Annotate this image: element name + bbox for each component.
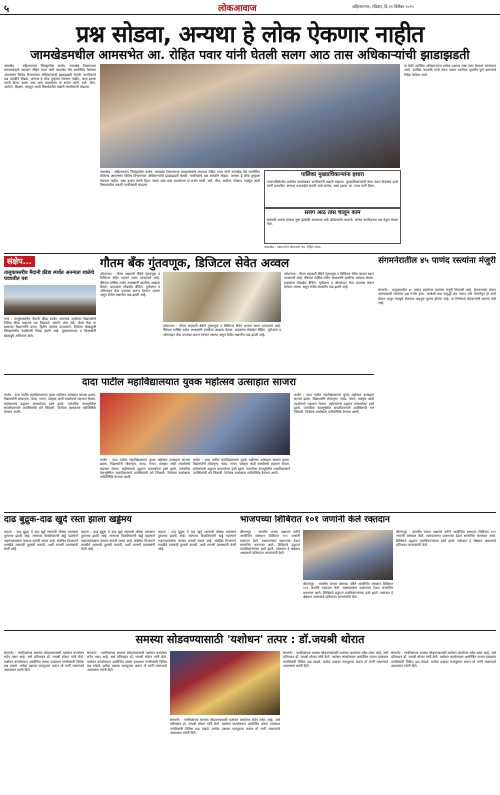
lead-banner-headline: प्रश्न सोडवा, अन्यथा हे लोक ऐकणार नाहीत (76, 22, 424, 48)
youth-festival-body-2: कर्जत : दादा पाटील महाविद्यालयात युवक महोत्सव उत्साहात साजरा झाला. विद्यार्थ्यांनी लोकनृत्य, नाट्य, गायन, वक्तृत्व आदी स्पर्धांमध्ये सहभाग घेतला. महोत्सवाचे उद्घाटन प्राचार्यांच्या हस्ते झाले. पारंपरिक वेशभूषेतील सादरीकरणाने उपस्थितांची मने जिंकली. विजेत्या स्पर्धकांना पारितोषिके देण्यात आली. (100, 458, 190, 479)
dateline: अहिल्यानगर, रविवार, दि.२१ डिसेंबर २०२५ (352, 4, 414, 9)
sankshipt-tag: संक्षेप... (4, 256, 35, 267)
sangamner-body: संगमनेर : तालुक्यातील ४५ पाणंद रस्त्यांच्या कामांना मंजुरी मिळाली आहे. शेतकऱ्यांना शेतात जाण्यासाठी रस्त्यांचा प्रश्न गंभीर होता. मातोश्री ग्राम समृद्धी शेत पाणंद रस्ते योजनेतून ही कामे होणार असून त्यामुळे शेतमाल वाहतूक सुलभ होणार आहे. या निर्णयाचे शेतकऱ्यांनी स्वागत केले आहे. (378, 288, 496, 305)
divider (4, 512, 496, 513)
thorat-body-3: संगमनेर : नागरिकांच्या समस्या सोडवण्यासाठी यशोधन कार्यालय सदैव तत्पर आहे, असे प्रतिपादन डॉ. जयश्री थोरात यांनी केले. यशोधन कार्यालयात आयोजित जनता दरबारात नागरिकांनी विविध प्रश्न मांडले. प्रत्येक प्रश्नाचा पाठपुरावा करून तो मार्गी लावण्याचे आश्वासन त्यांनी दिले. (170, 718, 280, 735)
youth-festival-headline: दादा पाटील महाविद्यालयात युवक महोत्सव उत्साहात साजरा (82, 377, 296, 388)
dadh-road-body-2: राहाता : दाढ बुद्रुक ते दाढ खुर्द रस्त्याची मोठ्या प्रमाणात दुरवस्था झाली आहे. रस्त्यावर ठिकठिकाणी खड्डे पडल्याने वाहनचालकांना कसरत करावी लागत आहे. संबंधित विभागाने तातडीने रस्त्याची दुरुस्ती करावी, अशी मागणी ग्रामस्थांनी केली आहे. (81, 530, 155, 551)
thorat-body-5: संगमनेर : नागरिकांच्या समस्या सोडवण्यासाठी यशोधन कार्यालय सदैव तत्पर आहे, असे प्रतिपादन डॉ. जयश्री थोरात यांनी केले. यशोधन कार्यालयात आयोजित जनता दरबारात नागरिकांनी विविध प्रश्न मांडले. प्रत्येक प्रश्नाचा पाठपुरावा करून तो मार्गी लावण्याचे आश्वासन त्यांनी दिले. (391, 651, 496, 668)
blood-camp-body-3: श्रीरामपूर : भारतीय जनता पक्षाच्या वतीने आयोजित रक्तदान शिबिरात १०१ जणांनी रक्तदान केले. रक्तदात्यांना प्रमाणपत्र देऊन सन्मानित करण्यात आले. शिबिराचे उद्घाटन पदाधिकाऱ्यांच्या हस्ते झाले. रक्तदान हे श्रेष्ठदान असल्याचे प्रतिपादन मान्यवरांनी केले. (396, 530, 496, 547)
masthead: लोकआवाज (218, 4, 257, 14)
youth-festival-body-1: कर्जत : दादा पाटील महाविद्यालयात युवक महोत्सव उत्साहात साजरा झाला. विद्यार्थ्यांनी लोकनृत्य, नाट्य, गायन, वक्तृत्व आदी स्पर्धांमध्ये सहभाग घेतला. महोत्सवाचे उद्घाटन प्राचार्यांच्या हस्ते झाले. पारंपरिक वेशभूषेतील सादरीकरणाने उपस्थितांची मने जिंकली. विजेत्या स्पर्धकांना पारितोषिके देण्यात आली. (4, 393, 96, 414)
page-number: ५ (4, 4, 10, 15)
thorat-body-1: संगमनेर : नागरिकांच्या समस्या सोडवण्यासाठी यशोधन कार्यालय सदैव तत्पर आहे, असे प्रतिपादन डॉ. जयश्री थोरात यांनी केले. यशोधन कार्यालयात आयोजित जनता दरबारात नागरिकांनी विविध प्रश्न मांडले. प्रत्येक प्रश्नाचा पाठपुरावा करून तो मार्गी लावण्याचे आश्वासन त्यांनी दिले. (4, 651, 84, 672)
blood-camp-headline: भाजपच्या शिबिरात १०१ जणांनी केले रक्तदान (240, 515, 390, 525)
lead-body-center: जामखेड : अहिल्यानगर जिल्ह्यातील कर्जत, जामखेड विधानसभा मतदारसंघाचे आमदार रोहित पवार यांनी जामखेड येथे आयोजित केलेल्या आमसभेत विविध विभागांच्या अधिकाऱ्यांची झाडाझडती घेतली. नागरिकांचे प्रश्न तातडीने सोडवा, अन्यथा हे लोक तुम्हाला ऐकणार नाहीत, असा इशारा त्यांनी दिला. सलग आठ तास चाललेल्या या सभेत पाणी, रस्ते, वीज, आरोग्य, शिक्षण, महसूल आदी विषयांवरील तक्रारी नागरिकांनी मांडल्या. (100, 170, 260, 187)
blood-camp-body-1: श्रीरामपूर : भारतीय जनता पक्षाच्या वतीने आयोजित रक्तदान शिबिरात १०१ जणांनी रक्तदान केले. रक्तदात्यांना प्रमाणपत्र देऊन सन्मानित करण्यात आले. शिबिराचे उद्घाटन पदाधिकाऱ्यांच्या हस्ते झाले. रक्तदान हे श्रेष्ठदान असल्याचे प्रतिपादन मान्यवरांनी केले. (240, 530, 300, 556)
thorat-photo (170, 651, 280, 715)
divider (4, 253, 496, 254)
lead-box-1-body: नगरपालिकेतील प्रलंबित कामांबाबत नागरिकांनी तक्रारी मांडल्या. मुख्याधिकाऱ्यांनी येत्या पंधरा दिवसांत कामे मार्गी लावावीत, अन्यथा कारवाईस सामोरे जावे लागेल, असा इशारा आ. पवार यांनी दिला. (267, 179, 398, 189)
lead-box-2-title: सलग आठ तास चालून काम (304, 210, 361, 216)
youth-festival-body-3: कर्जत : दादा पाटील महाविद्यालयात युवक महोत्सव उत्साहात साजरा झाला. विद्यार्थ्यांनी लोकनृत्य, नाट्य, गायन, वक्तृत्व आदी स्पर्धांमध्ये सहभाग घेतला. महोत्सवाचे उद्घाटन प्राचार्यांच्या हस्ते झाले. पारंपरिक वेशभूषेतील सादरीकरणाने उपस्थितांची मने जिंकली. विजेत्या स्पर्धकांना पारितोषिके देण्यात आली. (193, 458, 290, 475)
gautam-bank-body-1: कोपरगाव : गौतम सहकारी बँकेने गुंतवणूक व डिजिटल सेवेत अव्वल स्थान पटकावले आहे. बँकेच्या वार्षिक सभेत अध्यक्षांनी प्रगतीचा आढावा घेतला. ग्राहकांना मोबाईल बँकिंग, यूपीआय व ऑनलाइन सेवा उपलब्ध करून देण्यात आल्या असून ठेवीत लक्षणीय वाढ झाली आहे. (100, 272, 160, 298)
sankshipt-headline: तालुकास्तरीय मैदानी क्रीडा स्पर्धेत अनन्यता शाळेचे घवघवीत यश (4, 270, 95, 283)
sankshipt-section (4, 256, 96, 372)
divider (4, 374, 374, 375)
sankshipt-photo (4, 285, 96, 315)
lead-photo (100, 64, 400, 168)
gautam-bank-photo (163, 272, 281, 322)
gautam-bank-body-3: कोपरगाव : गौतम सहकारी बँकेने गुंतवणूक व डिजिटल सेवेत अव्वल स्थान पटकावले आहे. बँकेच्या वार्षिक सभेत अध्यक्षांनी प्रगतीचा आढावा घेतला. ग्राहकांना मोबाईल बँकिंग, यूपीआय व ऑनलाइन सेवा उपलब्ध करून देण्यात आल्या असून ठेवीत लक्षणीय वाढ झाली आहे. (284, 272, 374, 289)
thorat-headline: समस्या सोडवण्यासाठी 'यशोधन' तत्पर : डॉ.जयश्री थोरात (135, 633, 365, 646)
lead-box-2-body: सकाळी अकरा वाजता सुरू झालेली आमसभा रात्री उशिरापर्यंत चालली. प्रत्येक नागरिकाचा प्रश्न ऐकून घेतला गेला. (267, 217, 398, 227)
lead-photo-caption: जामखेड : आमसभेत बोलताना आ. रोहित पवार. (264, 245, 322, 249)
lead-body-right: या वेळी उपस्थित अधिकाऱ्यांना प्रत्येक प्रश्नावर स्पष्ट उत्तर देण्यास सांगण्यात आले. प्रलंबित कामांची यादी तयार करून ठराविक मुदतीत पूर्ण करण्याचे निर्देश देण्यात आले. (404, 64, 496, 77)
youth-festival-photo (100, 393, 290, 455)
lead-box-1 (264, 170, 401, 208)
sankshipt-body: नगर : तालुकास्तरीय मैदानी क्रीडा स्पर्धेत अनन्यता शाळेच्या विद्यार्थ्यांनी विविध क्रीडा प्रकारांत यश मिळवले. धावणे, लांब उडी, गोळा फेक या प्रकारांत विद्यार्थ्यांनी प्रथम, द्वितीय क्रमांक पटकावले. विजेत्या खेळाडूंची जिल्हास्तरीय स्पर्धेसाठी निवड झाली आहे. मुख्याध्यापक व शिक्षकांनी खेळाडूंचे अभिनंदन केले. (4, 316, 96, 338)
lead-box-1-title: पालिका मुख्याधिकाऱ्यांना इशारा (300, 172, 365, 178)
gautam-bank-headline: गौतम बँक गुंतवणूक, डिजिटल सेवेत अव्वल (100, 256, 290, 270)
sangamner-headline: संगमनेरातील ४५ पाणंद रस्त्यांना मंजुरी (378, 256, 496, 266)
thorat-body-2: संगमनेर : नागरिकांच्या समस्या सोडवण्यासाठी यशोधन कार्यालय सदैव तत्पर आहे, असे प्रतिपादन डॉ. जयश्री थोरात यांनी केले. यशोधन कार्यालयात आयोजित जनता दरबारात नागरिकांनी विविध प्रश्न मांडले. प्रत्येक प्रश्नाचा पाठपुरावा करून तो मार्गी लावण्याचे आश्वासन त्यांनी दिले. (87, 651, 167, 672)
blood-camp-photo (303, 530, 393, 580)
dadh-road-body-3: राहाता : दाढ बुद्रुक ते दाढ खुर्द रस्त्याची मोठ्या प्रमाणात दुरवस्था झाली आहे. रस्त्यावर ठिकठिकाणी खड्डे पडल्याने वाहनचालकांना कसरत करावी लागत आहे. संबंधित विभागाने तातडीने रस्त्याची दुरुस्ती करावी, अशी मागणी ग्रामस्थांनी केली आहे. (158, 530, 236, 551)
thorat-body-4: संगमनेर : नागरिकांच्या समस्या सोडवण्यासाठी यशोधन कार्यालय सदैव तत्पर आहे, असे प्रतिपादन डॉ. जयश्री थोरात यांनी केले. यशोधन कार्यालयात आयोजित जनता दरबारात नागरिकांनी विविध प्रश्न मांडले. प्रत्येक प्रश्नाचा पाठपुरावा करून तो मार्गी लावण्याचे आश्वासन त्यांनी दिले. (283, 651, 388, 668)
lead-body-left: जामखेड : अहिल्यानगर जिल्ह्यातील कर्जत, जामखेड विधानसभा मतदारसंघाचे आमदार रोहित पवार यांनी जामखेड येथे आयोजित केलेल्या आमसभेत विविध विभागांच्या अधिकाऱ्यांची झाडाझडती घेतली. नागरिकांचे प्रश्न तातडीने सोडवा, अन्यथा हे लोक तुम्हाला ऐकणार नाहीत, असा इशारा त्यांनी दिला. सलग आठ तास चाललेल्या या सभेत पाणी, रस्ते, वीज, आरोग्य, शिक्षण, महसूल आदी विषयांवरील तक्रारी नागरिकांनी मांडल्या. (4, 64, 96, 90)
lead-box-2 (264, 208, 401, 244)
lead-subheadline: जामखेडमधील आमसभेत आ. रोहित पवार यांनी घेतली सलग आठ तास अधिकाऱ्यांची झाडाझडती (30, 47, 470, 62)
divider (4, 630, 496, 631)
dadh-road-body-1: राहाता : दाढ बुद्रुक ते दाढ खुर्द रस्त्याची मोठ्या प्रमाणात दुरवस्था झाली आहे. रस्त्यावर ठिकठिकाणी खड्डे पडल्याने वाहनचालकांना कसरत करावी लागत आहे. संबंधित विभागाने तातडीने रस्त्याची दुरुस्ती करावी, अशी मागणी ग्रामस्थांनी केली आहे. (4, 530, 78, 551)
dadh-road-headline: दाढ बुद्रुक-दाढ खुर्द रस्ता झाला खड्डेमय (4, 515, 132, 525)
youth-festival-body-4: कर्जत : दादा पाटील महाविद्यालयात युवक महोत्सव उत्साहात साजरा झाला. विद्यार्थ्यांनी लोकनृत्य, नाट्य, गायन, वक्तृत्व आदी स्पर्धांमध्ये सहभाग घेतला. महोत्सवाचे उद्घाटन प्राचार्यांच्या हस्ते झाले. पारंपरिक वेशभूषेतील सादरीकरणाने उपस्थितांची मने जिंकली. विजेत्या स्पर्धकांना पारितोषिके देण्यात आली. (294, 393, 374, 414)
gautam-bank-body-2: कोपरगाव : गौतम सहकारी बँकेने गुंतवणूक व डिजिटल सेवेत अव्वल स्थान पटकावले आहे. बँकेच्या वार्षिक सभेत अध्यक्षांनी प्रगतीचा आढावा घेतला. ग्राहकांना मोबाईल बँकिंग, यूपीआय व ऑनलाइन सेवा उपलब्ध करून देण्यात आल्या असून ठेवीत लक्षणीय वाढ झाली आहे. (163, 324, 281, 337)
blood-camp-body-2: श्रीरामपूर : भारतीय जनता पक्षाच्या वतीने आयोजित रक्तदान शिबिरात १०१ जणांनी रक्तदान केले. रक्तदात्यांना प्रमाणपत्र देऊन सन्मानित करण्यात आले. शिबिराचे उद्घाटन पदाधिकाऱ्यांच्या हस्ते झाले. रक्तदान हे श्रेष्ठदान असल्याचे प्रतिपादन मान्यवरांनी केले. (303, 582, 393, 599)
